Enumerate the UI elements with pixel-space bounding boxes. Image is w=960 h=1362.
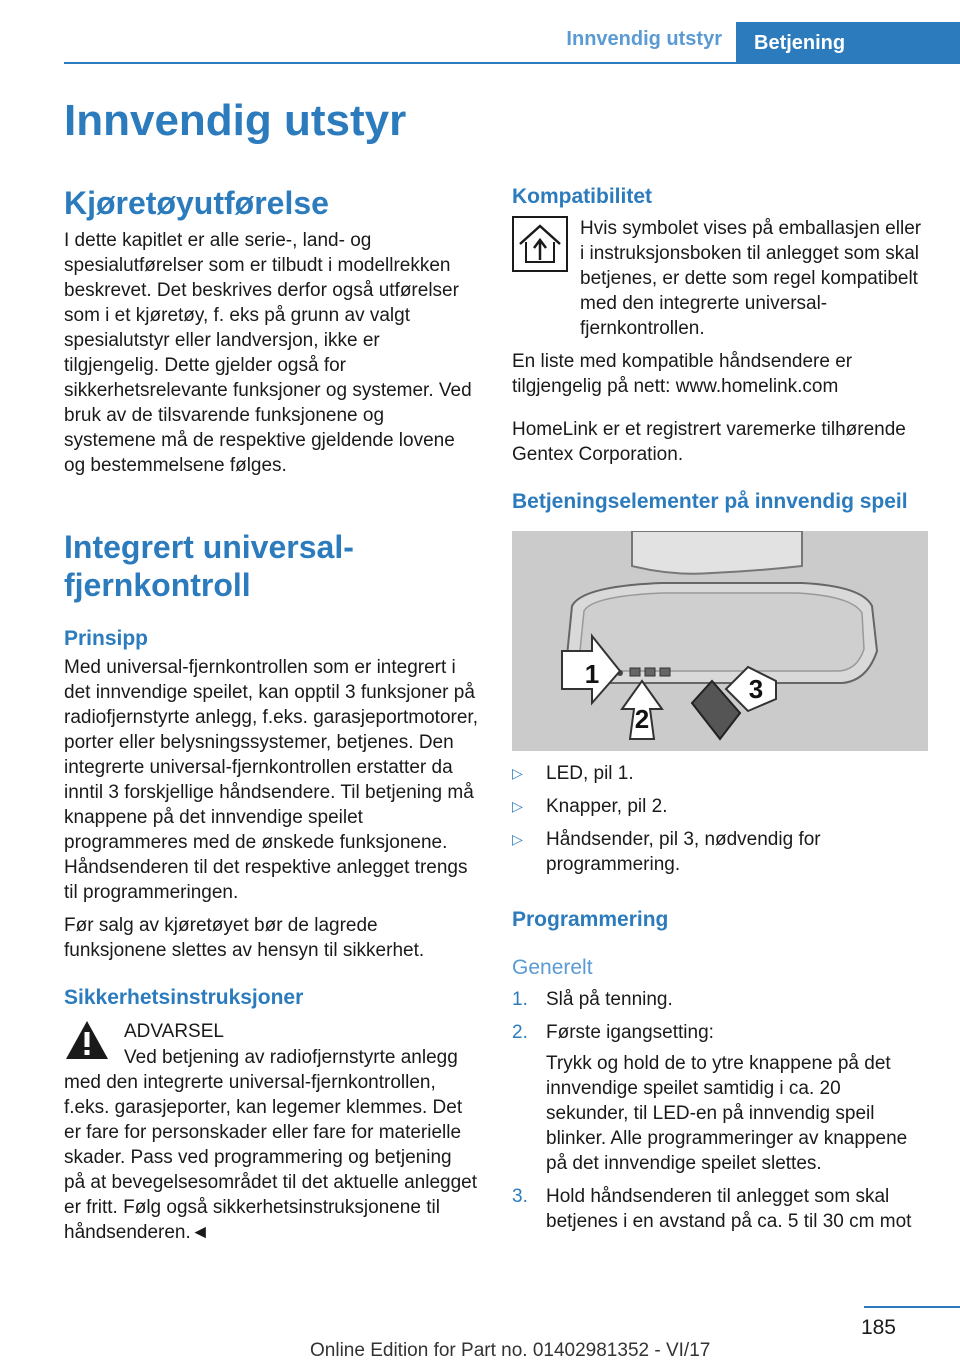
warning-label: ADVARSEL — [124, 1021, 224, 1042]
trademark-text: HomeLink er et registrert varemerke tilhørende Gentex Corporation. — [512, 419, 906, 465]
principle-note: Før salg av kjøretøyet bør de lagrede funksjonene slettes av hensyn til sikkerhet. — [64, 915, 425, 961]
vehicle-version-text: I dette kapitlet er alle serie-, land- og spesialutførelser som er tilbudt i modellrekken beskrevet. Det beskrives derfor også utførelser som i et kjøretøy, f. eks på grunn av valgt spesialutstyr eller landversjon, ikke er tilgjengelig. Dette gjelder også for sikkerhetsrelevante funksjoner og systemer. Ved bruk av de tilsvarende funksjonene og systemene må de respektive gjeldende lovene og bestemmelsene følges. — [64, 230, 472, 476]
compat-block — [512, 216, 926, 341]
header-chapter[interactable]: Innvendig utstyr — [566, 28, 722, 50]
list-item: 2. Første igangsetting: Trykk og hold de to ytre knappene på det innvendige speilet samtidig i ca. 20 sekunder, til LED-en på innvendig speil blinker. Alle programmeringer av knappene på det innvendige speilet slettes. — [512, 1022, 908, 1174]
controls-list — [512, 761, 926, 877]
compat-text: Hvis symbolet vises på emballasjen eller i instruksjonsboken til anlegget som skal betjenes, er dette som regel kompatibelt med den integrerte universal-fjernkontrollen. — [580, 218, 922, 339]
triangle-bullet-icon: ▷ — [512, 798, 523, 814]
mirror-illustration — [512, 531, 928, 751]
section-title-remote: Integrert universal-fjernkontroll — [64, 529, 354, 603]
header-tab[interactable]: Betjening — [736, 22, 960, 64]
footer-rule — [864, 1306, 960, 1308]
page-title: Innvendig utstyr — [64, 96, 407, 145]
principle-text: Med universal-fjernkontrollen som er integrert i det innvendige speilet, kan opptil 3 funksjoner på radiofjernstyrte anlegg, f.eks. garasjeportmotorer, porter eller belysningssystemer, betjenes. Den integrerte universal-fjernkontrollen erstatter da inntil 3 forskjellige håndsendere. Til betjening må knappene på det innvendige speilet programmeres med de ønskede funksjonene. Håndsenderen til det respektive anlegget trengs til programmeringen. — [64, 657, 478, 903]
warning-text: Ved betjening av radiofjernstyrte anlegg med den integrerte universal-fjernkontrollen, f.eks. garasjeporter, kan legemer klemmes. Det er fare for personskader eller fare for materielle skader. Pass ved programmering og betjening på at bevegelsesområdet til det aktuelle anlegget er fritt. Følg også sikkerhetsinstruksjonene til håndsenderen.◄ — [64, 1047, 477, 1243]
list-item: ▷ Knapper, pil 2. — [512, 796, 668, 817]
figure-label-1: 1 — [584, 659, 600, 689]
left-column — [64, 184, 478, 1245]
list-item: 1. Slå på tenning. — [512, 989, 673, 1010]
warning-icon — [64, 1019, 110, 1061]
programming-title: Programmering — [512, 908, 669, 931]
figure-label-3: 3 — [748, 674, 764, 704]
principle-title: Prinsipp — [64, 627, 149, 650]
list-item: 3. Hold håndsenderen til anlegget som skal betjenes i en avstand på ca. 5 til 30 cm mot — [512, 1186, 912, 1232]
list-item: ▷ Håndsender, pil 3, nødvendig for programmering. — [512, 829, 821, 875]
right-column — [512, 184, 926, 1234]
compat-title: Kompatibilitet — [512, 185, 652, 208]
mirror-figure — [512, 531, 928, 751]
compat-list-text: En liste med kompatible håndsendere er tilgjengelig på nett: www.homelink.com — [512, 351, 853, 397]
general-title: Generelt — [512, 956, 593, 979]
section-title-vehicle-version: Kjøretøyutførelse — [64, 185, 329, 221]
controls-title: Betjeningselementer på innvendig speil — [512, 490, 908, 513]
page-number: 185 — [860, 1316, 896, 1339]
list-item: ▷ LED, pil 1. — [512, 763, 634, 784]
homelink-symbol-icon — [512, 216, 568, 272]
safety-title: Sikkerhetsinstruksjoner — [64, 986, 304, 1009]
edition-text: Online Edition for Part no. 01402981352 - VI/17 — [310, 1340, 711, 1361]
programming-steps — [512, 987, 926, 1234]
figure-label-2: 2 — [634, 704, 650, 734]
triangle-bullet-icon: ▷ — [512, 765, 523, 781]
triangle-bullet-icon: ▷ — [512, 831, 523, 847]
